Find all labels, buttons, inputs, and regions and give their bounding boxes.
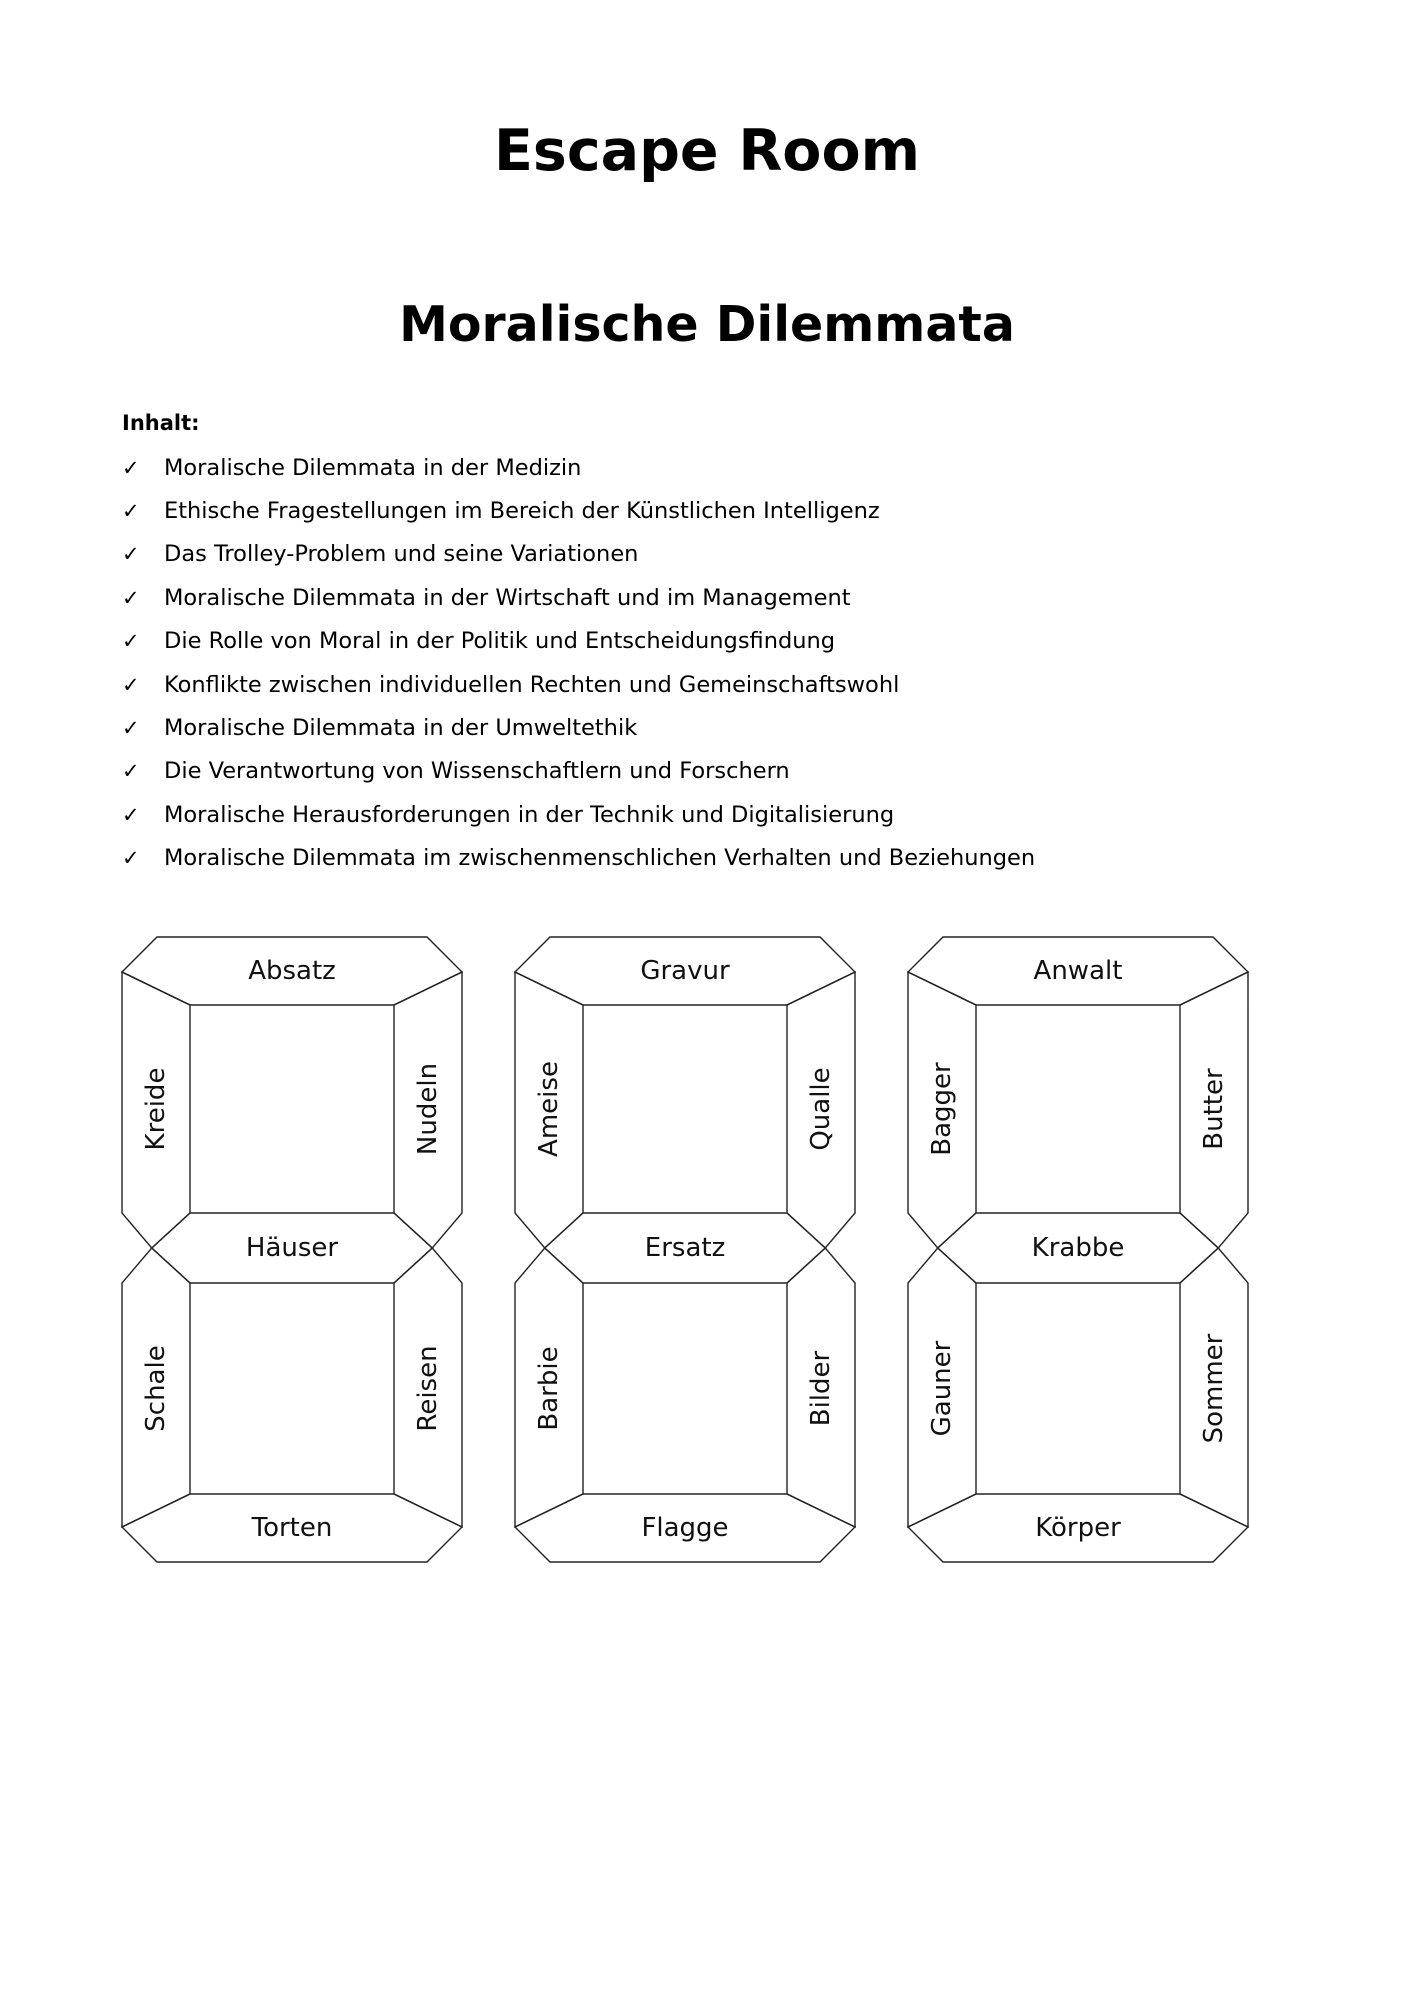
segment-middle-label: Ersatz xyxy=(644,1233,726,1263)
segment-top-right-label: Nudeln xyxy=(413,1062,443,1156)
segment-bottom-left-label: Gauner xyxy=(927,1340,957,1437)
page-subtitle: Moralische Dilemmata xyxy=(399,296,1015,353)
segment-middle-label: Häuser xyxy=(245,1233,339,1263)
segment-bottom-right-label: Bilder xyxy=(806,1350,836,1427)
segment-top-label: Gravur xyxy=(640,956,730,986)
page-title: Escape Room xyxy=(493,118,921,184)
list-item-text: Moralische Dilemmata in der Umweltethik xyxy=(164,715,638,742)
checkmark-icon: ✓ xyxy=(122,802,140,827)
checkmark-icon: ✓ xyxy=(122,629,140,654)
segment-bottom-label: Flagge xyxy=(641,1513,729,1543)
list-item-text: Die Verantwortung von Wissenschaftlern und Forschern xyxy=(164,758,790,785)
checkmark-icon: ✓ xyxy=(122,455,140,480)
segment-top-left-label: Kreide xyxy=(141,1067,171,1151)
segment-top-right-label: Qualle xyxy=(806,1067,836,1151)
list-item-text: Ethische Fragestellungen im Bereich der Künstlichen Intelligenz xyxy=(164,498,880,525)
checkmark-icon: ✓ xyxy=(122,499,140,524)
checkmark-icon: ✓ xyxy=(122,759,140,784)
segment-top-label: Absatz xyxy=(248,956,336,986)
list-item-text: Moralische Dilemmata in der Medizin xyxy=(164,454,582,481)
segment-bottom-left-label: Barbie xyxy=(534,1346,564,1431)
checkmark-icon: ✓ xyxy=(122,716,140,741)
list-item-text: Konflikte zwischen individuellen Rechten und Gemeinschaftswohl xyxy=(164,671,900,698)
contents-heading: Inhalt: xyxy=(122,411,200,435)
checkmark-icon: ✓ xyxy=(122,585,140,610)
segment-bottom-right-label: Sommer xyxy=(1199,1333,1229,1444)
segment-bottom-label: Körper xyxy=(1035,1513,1121,1543)
segment-top-left-label: Ameise xyxy=(534,1061,564,1157)
segment-bottom-right-label: Reisen xyxy=(413,1345,443,1432)
list-item-text: Das Trolley-Problem und seine Variationen xyxy=(164,541,639,568)
checkmark-icon: ✓ xyxy=(122,672,140,697)
checkmark-icon: ✓ xyxy=(122,846,140,871)
list-item-text: Moralische Dilemmata in der Wirtschaft und im Management xyxy=(164,584,851,611)
segment-top-right-label: Butter xyxy=(1199,1068,1229,1150)
list-item-text: Die Rolle von Moral in der Politik und Entscheidungsfindung xyxy=(164,628,836,655)
segment-bottom-left-label: Schale xyxy=(141,1345,171,1432)
list-item-text: Moralische Dilemmata im zwischenmenschlichen Verhalten und Beziehungen xyxy=(164,845,1036,872)
checkmark-icon: ✓ xyxy=(122,542,140,567)
list-item-text: Moralische Herausforderungen in der Technik und Digitalisierung xyxy=(164,801,895,828)
segment-top-left-label: Bagger xyxy=(927,1062,957,1156)
segment-bottom-label: Torten xyxy=(251,1513,333,1543)
segment-middle-label: Krabbe xyxy=(1031,1233,1125,1263)
segment-top-label: Anwalt xyxy=(1033,956,1123,986)
